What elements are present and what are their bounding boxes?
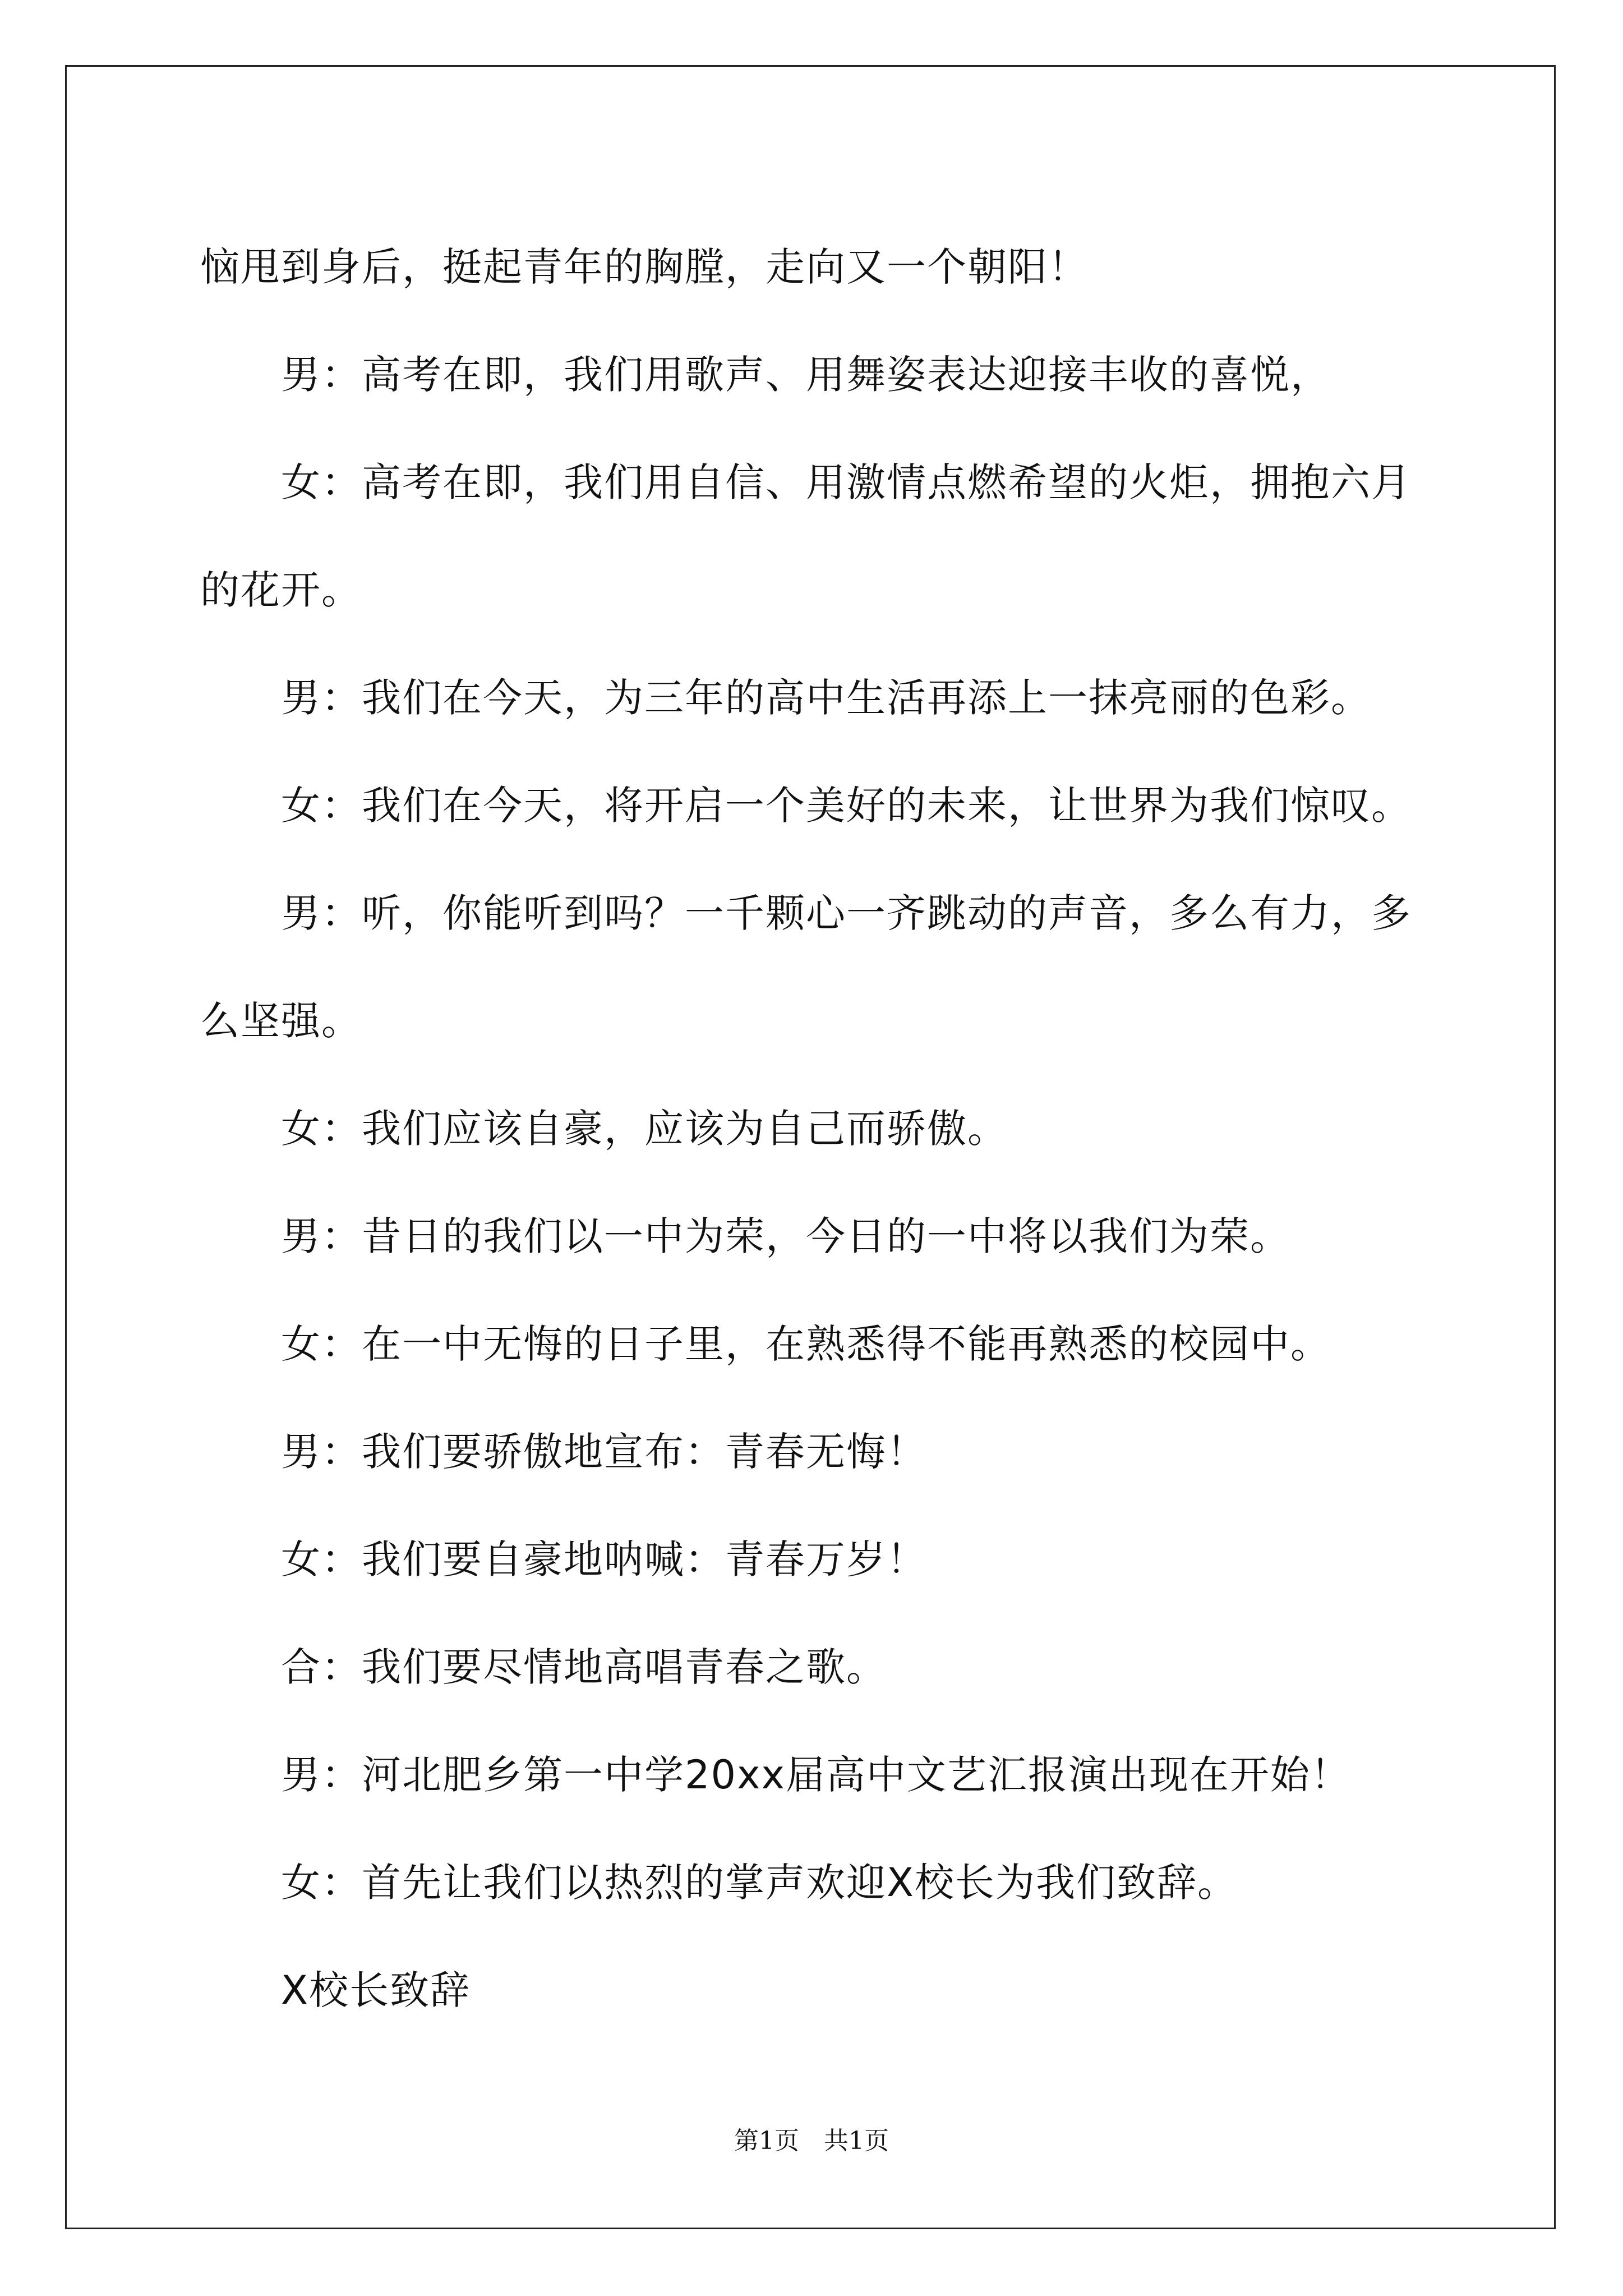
- paragraph: 男：听，你能听到吗？一千颗心一齐跳动的声音，多么有力，多: [281, 890, 1412, 936]
- paragraph: 男：昔日的我们以一中为荣，今日的一中将以我们为荣。: [281, 1213, 1290, 1259]
- paragraph: 男：高考在即，我们用歌声、用舞姿表达迎接丰收的喜悦，: [281, 352, 1331, 398]
- paragraph: 男：我们要骄傲地宣布：青春无悔！: [281, 1429, 927, 1475]
- paragraph: 恼甩到身后，挺起青年的胸膛，走向又一个朝阳！: [200, 244, 1089, 290]
- paragraph: 女：我们要自豪地呐喊：青春万岁！: [281, 1536, 927, 1582]
- page-number-label: 第1页 共1页: [734, 2127, 889, 2155]
- document-body: [200, 213, 1434, 2044]
- paragraph: 女：我们在今天，将开启一个美好的未来，让世界为我们惊叹。: [281, 783, 1412, 829]
- paragraph: 女：我们应该自豪，应该为自己而骄傲。: [281, 1106, 1008, 1152]
- page-footer: [0, 2120, 1623, 2156]
- paragraph: 女：高考在即，我们用自信、用激情点燃希望的火炬，拥抱六月: [281, 459, 1412, 505]
- paragraph: 么坚强。: [200, 998, 362, 1044]
- paragraph: 男：我们在今天，为三年的高中生活再添上一抹亮丽的色彩。: [281, 675, 1371, 721]
- paragraph: 的花开。: [200, 567, 362, 613]
- paragraph: 女：在一中无悔的日子里，在熟悉得不能再熟悉的校园中。: [281, 1321, 1331, 1367]
- paragraph: 女：首先让我们以热烈的掌声欢迎X校长为我们致辞。: [281, 1860, 1238, 1906]
- paragraph: 男：河北肥乡第一中学20xx届高中文艺汇报演出现在开始！: [281, 1752, 1351, 1798]
- paragraph: X校长致辞: [281, 1967, 471, 2013]
- paragraph: 合：我们要尽情地高唱青春之歌。: [281, 1644, 887, 1690]
